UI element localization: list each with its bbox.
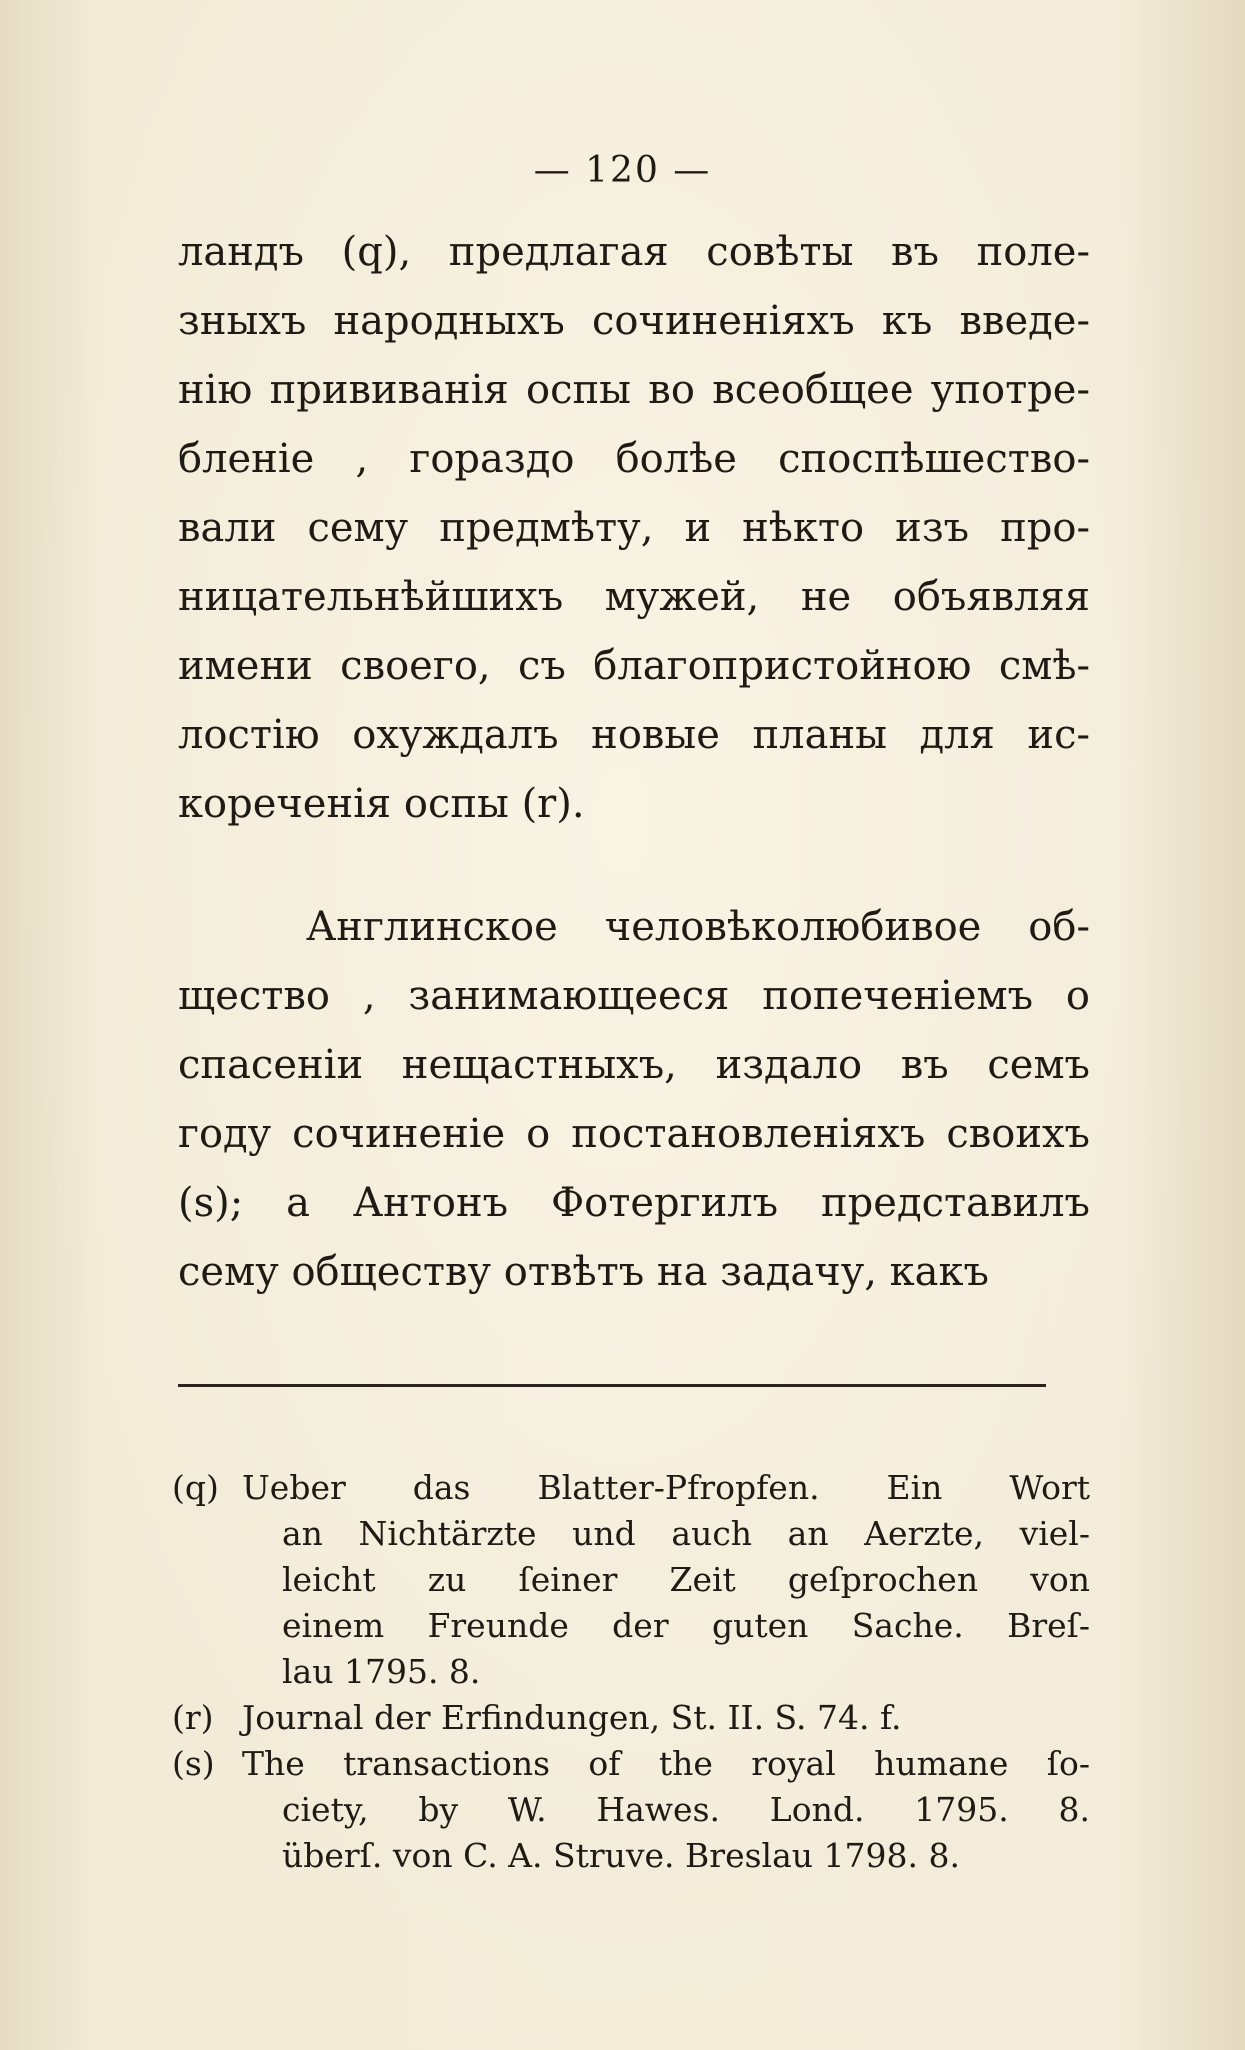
text-line: лостію охуждалъ новые планы для ис- <box>178 712 1090 758</box>
footnote-text: Journal der Erfindungen, St. II. S. 74. f. <box>242 1698 902 1737</box>
text-line: зныхъ народныхъ сочиненіяхъ къ введе- <box>178 298 1090 344</box>
text-line: ницательнѣйшихъ мужей, не объявляя <box>178 574 1090 620</box>
footnote-line <box>172 1741 1090 1787</box>
footnote-line: ciety, by W. Hawes. Lond. 1795. 8. <box>282 1790 1090 1829</box>
text-line: ландъ (q), предлагая совѣты въ поле- <box>178 229 1090 275</box>
text-line: бленіе , гораздо болѣе споспѣшество- <box>178 436 1090 482</box>
text-line: нію прививанія оспы во всеобщее употре- <box>178 367 1090 413</box>
footnote-text: Ueber das Blatter-Pfropfen. Ein Wort <box>242 1468 1090 1507</box>
page-number: — 120 — <box>533 150 712 191</box>
footnote-mark: (q) <box>172 1468 219 1507</box>
text-line: имени своего, съ благопристойною смѣ- <box>178 643 1090 689</box>
text-line: Англинское человѣколюбивое об- <box>306 904 1090 950</box>
text-line: сему обществу отвѣтъ на задачу, какъ <box>178 1249 989 1295</box>
footnote-line: einem Freunde der guten Sache. Breſ- <box>282 1606 1090 1645</box>
footnote-mark: (s) <box>172 1744 215 1783</box>
paragraph-1 <box>178 218 1090 839</box>
footnote-line: leicht zu ſeiner Zeit geſprochen von <box>282 1560 1090 1599</box>
footnote-line: überſ. von C. A. Struve. Breslau 1798. 8. <box>282 1836 960 1875</box>
footnotes <box>172 1465 1090 1879</box>
text-line: кореченія оспы (r). <box>178 781 585 827</box>
footnote-line: an Nichtärzte und auch an Aerzte, viel- <box>282 1514 1090 1553</box>
paragraph-2 <box>178 893 1090 1307</box>
text-line: вали сему предмѣту, и нѣкто изъ про- <box>178 505 1090 551</box>
text-line: щество , занимающееся попеченіемъ о <box>178 973 1090 1019</box>
text-line: (s); а Антонъ Фотергилъ представилъ <box>178 1180 1090 1226</box>
footnote-line <box>172 1465 1090 1511</box>
footnote-line: lau 1795. 8. <box>282 1652 481 1691</box>
footnote-divider <box>178 1384 1046 1387</box>
footnote-mark: (r) <box>172 1698 214 1737</box>
text-line: спасеніи нещастныхъ, издало въ семъ <box>178 1042 1090 1088</box>
footnote-line <box>172 1695 1090 1741</box>
footnote-text: The transactions of the royal humane ſo- <box>242 1744 1090 1783</box>
text-line: году сочиненіе о постановленіяхъ своихъ <box>178 1111 1090 1157</box>
